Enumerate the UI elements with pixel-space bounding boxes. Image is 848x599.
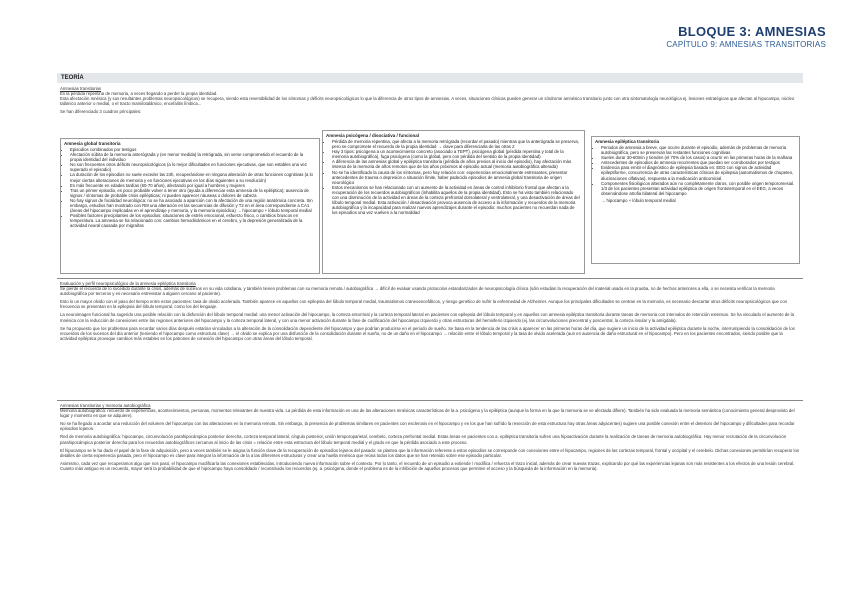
- list-item: • Evidencia para emitir el diagnóstico de epilepsia basada en: EEG con signos de actividad epileptiforme, concurrencia de otras características clínicas de epilepsia (automatismos de chupeteo, alucinaciones olfativas), respuesta a la medicación anticomicial: [601, 165, 796, 180]
- list-item: • No son frecuentes otros déficits neuropsicológicos (a lo mejor dificultades en funciones ejecutivas, que son estables una vez superado el episodio): [70, 162, 316, 172]
- list-item: • A diferencia de las amnesias global y epiléptica transitoria (pérdida de años previos al inicio del episodio), hay afectación más intensa de la memoria de años remotos que de los años próximos al episodio actual (memoria autobiográfica alterada): [332, 159, 581, 169]
- list-item: • Periodos de amnesia a breve, que ocurre durante el episodio, además de problemas de memoria autobiográfica, pero se preservan las restantes funciones cognitivas: [601, 145, 796, 155]
- intro-heading: Amnesias transitorias: [60, 86, 102, 91]
- box-heading-epileptica: Amnesia epiléptica transitoria: [595, 139, 660, 144]
- intro-section: [60, 86, 800, 114]
- box-amnesia-epileptica: [591, 136, 800, 264]
- eval-paragraph-1: Se pierde el recuerdo de lo sucedido durante la crisis, además de sucesos en su vida cotidiana, y también tienen problemas con su memoria remota / autobiográfica → difícil de evaluar usando protocolos estandarizados de neuropsicología clínica (sólo estudian la recuperación del material usado en la prueba, no de hechos anteriores a ella, o se necesita verificar la memoria autobiográfica por terceros y es necesario entrevistar a alguien cercano al paciente).: [60, 286, 775, 297]
- list-item: • Hay 3 tipos: psicógena a un acontecimiento concreto (asociado a TEPT), psicógena global (pérdida repentina y total de la memoria autobiográfica), fuga psicógena (como la global, pero con pérdida del sentido de la propia identidad): [332, 149, 581, 159]
- eval-section: [60, 281, 800, 344]
- page-header: [666, 24, 826, 49]
- list-item: • Suelen durar 30-60min y tienden (el 70% de los casos) a ocurrir en las primeras horas de la mañana: [601, 155, 796, 160]
- divider: [57, 278, 803, 279]
- epileptica-footer: → hipocampo + lóbulo temporal medial: [601, 197, 676, 203]
- autobio-section: [60, 403, 800, 474]
- list-item: • Tras un primer episodio, es poco probable volver a tener otro (ayuda a diferenciar esta amnesia de la epiléptica); ausencia de signos / síntomas de probable crisis epilépticas; ni pueden aparecer náuseas o dolores de cabeza: [70, 188, 316, 198]
- autobio-paragraph-3: Red de memoria autobiográfica: hipocampo, circunvolución parahipocámpica posterior derecha, corteza temporal lateral, cíngulo posterior, unión temporoparietal, cerebelo, corteza prefrontal medial. Estas áreas en pacientes con a. epiléptica transitoria sufren una hipoactivación durante la realización de tareas de memoria autobiográfica. Hay menor recrutación de la circunvolución parahipocámpica posterior derecha para los recuerdos autobiográficos cercanos al inicio de las crisis = relación entre esta estructura del lóbulo temporal medial y el grado en que la pérdida asociado a este proceso.: [60, 434, 787, 445]
- autobio-paragraph-4: El hipocampo se le ha dado el papel de la fase de adquisición, pero a veces también se le asigna la función clave de la recuperación de episodios lejanos del pasado: se plantea que la información referente a estos episodios se corresponde con conexiones entre el hipocampo, regiones de las cortezas temporal, frontal y occipital y el cerebelo. Dichas conexiones permitirían recuperar los detalles de cierta experiencia pasada, pero el hipocampo es clave para integrar la información de la a las diferentes estructuras y crear una huella mnésica que reúna todos los datos que se han retenido sobre ese episodio particular.: [60, 447, 800, 458]
- intro-line-1: Es la pérdida repentina de memoria, a veces llegando a perder la propia identidad.: [60, 91, 218, 97]
- list-item: • Componentes fisiológicos alterados aún no completamente claros, con posible origen temporomesial. 1/3 de los pacientes presentan actividad epiléptica de origen frontotemporal en el EEG, a veces observándose atrofia bilateral del hipocampo: [601, 181, 796, 196]
- eval-heading: Evaluación y perfil neuropsicológico de la amnesia epiléptica transitoria: [60, 281, 196, 286]
- box-heading-psicogena: Amnesia psicógena / disociativa / funcional: [326, 133, 420, 138]
- autobio-paragraph-5: Asimismo, cada vez que recuperamos algo que nos pasó, el hipocampo modificaría las conexiones establecidas, introduciendo nueva información sobre el contexto. Por lo tanto, el recuerdo de un episodio a extiende / modifica / refuerza el trazo inicial, además de crear nuevas trazas, explicando por qué las experiencias lejanas son más resistentes a los efectos de una lesión cerebral. Cuanto más antiguo es un recuerdo, mayor será la probabilidad de que el hipocampo haya consolidado / reconstruido los recuerdos (ej. a. psicógena, donde el problema es de la inhibición de aquellos procesos que permiten el acceso y la búsqueda de la información en la memoria).: [60, 460, 795, 471]
- list-global: [64, 147, 316, 229]
- list-epileptica: [595, 145, 796, 196]
- intro-line-2: Esta afectación mnésica (y sus resultantes problemas neuropsicológicos) se recupera, siendo esta reversibilidad de los síntomas y déficits neuropsicológicos lo que la diferencia de otros tipos de amnesias. A veces, situaciones clínicas pueden generar un síndrome amnésico transitorio junto con otra sintomatología neurológica ej. lesiones estratégicas que afectan al hipocampo, núcleo talámico anterior o medial, o el tracto mamilotalámico, encefalitis límbica...: [60, 96, 795, 107]
- list-item: • Episodios combinados por testigos: [70, 147, 316, 152]
- intro-line-3: Se han diferenciado 3 cuadros principales:: [60, 109, 142, 115]
- divider: [57, 400, 803, 401]
- list-psicogena: [326, 139, 581, 215]
- list-item: • Pérdida de memoria repentina, que afecta a la memoria retrógrada (recordar el pasado) mientras que la anterógrada se preserva, pero se compromete el recuerdo de la propia identidad → clave para diferenciarla de las otras 2: [332, 139, 581, 149]
- list-item: • No se ha identificado la causa de los síntomas, pero hay relación con: experiencias emocionalmente estresantes, presentar antecedentes de trauma o depresión o situación límite, haber padecido episodios de amnesia global transitoria de origen neurológico: [332, 170, 581, 185]
- list-item: • Estos mecanismos se han relacionado con un aumento de la actividad en áreas de control inhibitorio frontal que afectan a la recuperación de los recuerdos autobiográficos (inhabilita aquellos de la propia identidad). Esto se ha visto también relacionado con una disminución de la actividad en áreas de la corteza prefrontal dorsolateral y ventrolateral, y una desactivación de áreas del lóbulo temporal medial. Esta activación / desactivación provoca ausencia de acceso a la información y recuerdos de la memoria autobiográfica y la incapacidad para realizar nuevos aprendizajes durante el episodio: muchos pacientes no recuerdan nada de los episodios una vez vuelven a la normalidad: [332, 185, 581, 216]
- chapter-block-title: BLOQUE 3: AMNESIAS: [678, 24, 826, 39]
- list-item: • Antecedentes de episodios de amnesia recurrentes que puedan ser corroborados por testigos: [601, 160, 796, 165]
- box-heading-global: Amnesia global transitoria: [64, 141, 121, 146]
- list-item: • Afectación súbita de la memoria anterógrada y (en menor medida) la retrógrada, sin verse comprometido el recuerdo de la propia identidad del individuo: [70, 152, 316, 162]
- box-amnesia-global: [60, 138, 320, 274]
- autobio-heading: Amnesias transitorias y memoria autobiográfica: [60, 403, 151, 408]
- autobio-paragraph-2: No se ha llegado a acordar una reducción del volumen del hipocampo con las alteraciones en la memoria remota. Sin embargo, la presencia de problemas similares en pacientes con esclerosis en el hipocampo y en los que han sufrido la resección de esta estructura hay otras áreas adyacentes) sugiere una posible conexión entre el deterioro del hipocampo y dificultades para recordar episodios lejanos.: [60, 421, 795, 432]
- list-item: • La duración de los episodios no suele exceder las 24h, recuperándose en ninguna alteración de otras funciones cognitivas (a lo mejor ciertas alteraciones de memoria y en funciones ejecutivas en los días siguientes a su resolución): [70, 172, 316, 182]
- chapter-subtitle: CAPÍTULO 9: AMNESIAS TRANSITORIAS: [666, 40, 826, 49]
- list-item: • Posibles factores precipitantes de los episodios: situaciones de estrés emocional, esfuerzo físico, o cambios bruscos en temperatura. La amnesia se ha relacionado con: cambios hemodinámicos en el cerebro, y la depresión generalizada de la actividad neural causada por migrañas: [70, 213, 316, 228]
- box-amnesia-psicogena: [322, 130, 585, 274]
- eval-paragraph-2: Esto lo un mayor olvido con el paso del tiempo entre estos pacientes: tasa de olvido acelerada. También aparece en aquellos con epilepsia del lóbulo temporal medial, traumatismos craneoencefálicos, y riesgo genético de sufrir la enfermedad de Alzheimer. Aunque los principales dificultades se centran en la memoria, es necesario descartar otros déficits neuropsicológicos que con frecuencia se presentan en la epilepsia del lóbulo temporal, como los del lenguaje.: [60, 299, 787, 310]
- section-bar-teoria: TEORÍA: [57, 73, 803, 83]
- eval-paragraph-3: La neuroimagen funcional ha sugerido una posible relación con la disfunción del lóbulo temporal medial: una menor activación del hipocampo, la corteza entorrinal y la corteza temporal lateral en pacientes con epilepsia del lóbulo temporal y en aquellos con amnesia epiléptica transitoria durante tareas de memoria con intervalos de retención extensos. Se ha vinculado el aumento de la mnésica con la reducción de conexiones entre las regiones anteriores del hipocampo y la corteza temporal lateral, y con una menor activación durante la fase de codificación del hipocampo izquierdo y otras estructuras del hemisferio izquierdo (ej. las circunvoluciones precentral y poscentral, la corteza insular y la amígdala).: [60, 312, 795, 323]
- list-item: • No hay signos de focalidad neurológica: no se ha asociado a aparición con la afectación de una región anatómica concreta. Sin embargo, estudios han mostrado con RM una alteración en las secuencias de difusión y T2 en el área correspondiente a CA1 (áreas del hipocampo implicadas en el aprendizaje y memoria, y la memoria episódica) → hipocampo + lóbulo temporal medial: [70, 198, 316, 213]
- eval-paragraph-4: Se ha propuesto que los problemas para recordar varios días después estarían vinculados a la alteración de la consolidación dependiente del hipocampo y que podrían producirse en el periodo de sueño. Se basa en la tendencia de las crisis a aparecer en las primeras horas del día, que sugiere un inicio de la actividad epiléptica durante la noche, interrumpiendo la consolidación de los recuerdos de los sucesos del día anterior (teniendo el hipocampo como estructura clave) → el olvido se explica por una disfunción de la consolidación durante el sueño, no de un daño en el hipocampo → relación entre el lóbulo temporal y la tasa de olvido acelerada (aun en ausencia de daño estructural en el hipocampo). Pero en los pacientes encontrados, siendo posible que la actividad epiléptica provoque cambios más estables en los patrones de conexión del hipocampo con otras áreas del lóbulo temporal.: [60, 325, 795, 341]
- autobio-paragraph-1: Memoria autobiográfica: recuerdo de experiencias, acontecimientos, personas, momentos relevantes de nuestra vida. La pérdida de esta información es una de las alteraciones mnésicas características de la a. psicógena y la epiléptica (aunque la forma en la que la memoria se ve afectada difiere). También ha sido evaluada la memoria semántica (conocimiento general desprovisto del lugar y momento en que se adquiere).: [60, 408, 795, 419]
- list-item: • Es más frecuente en edades tardías (60-70 años), afectando por igual a hombres y mujeres: [70, 183, 316, 188]
